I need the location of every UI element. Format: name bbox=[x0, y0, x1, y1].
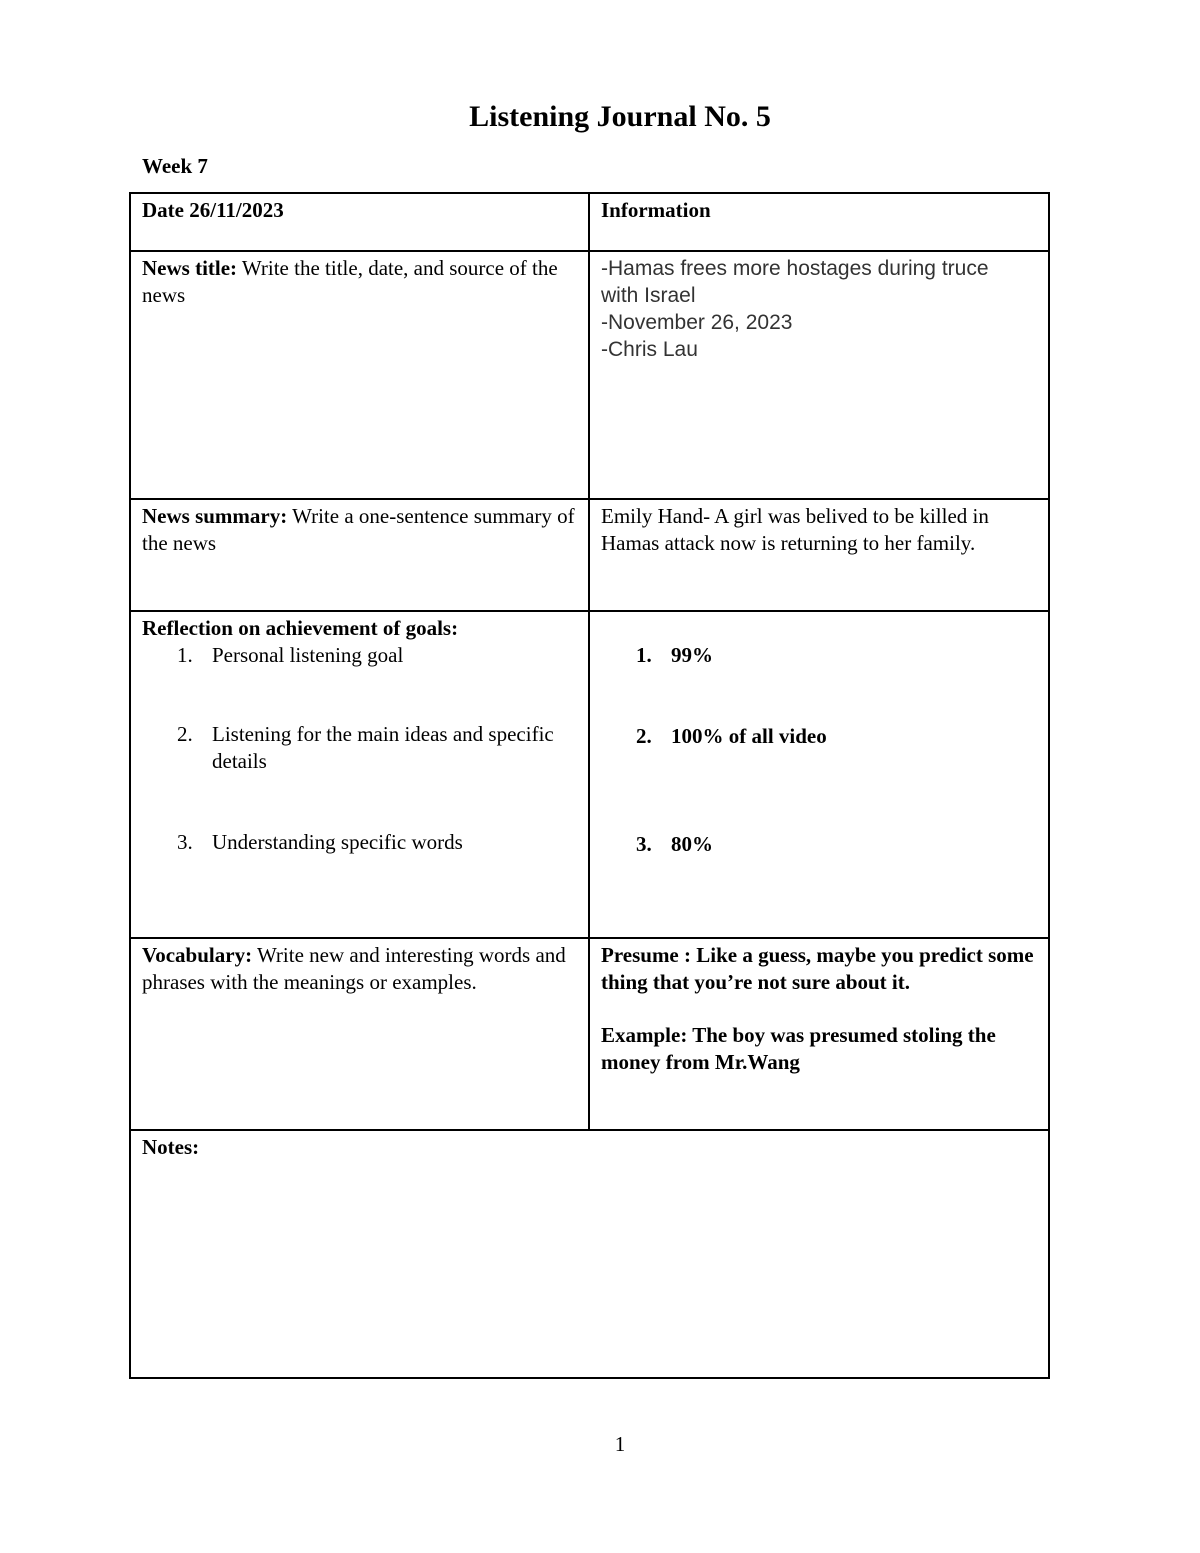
list-item bbox=[142, 642, 578, 669]
week-label: Week 7 bbox=[142, 154, 208, 178]
page-number: 1 bbox=[614, 1432, 626, 1456]
result-text: 80% bbox=[671, 832, 713, 856]
news-title-prompt-cell bbox=[130, 251, 589, 499]
vocabulary-prompt-cell bbox=[130, 938, 589, 1130]
news-title-answer-line: with Israel bbox=[601, 284, 696, 307]
goal-text: Understanding specific words bbox=[212, 830, 463, 854]
list-item bbox=[601, 642, 1038, 669]
goal-number: 2. bbox=[177, 722, 193, 746]
news-summary-prompt-cell bbox=[130, 499, 589, 611]
list-item bbox=[601, 723, 1038, 750]
result-text: 99% bbox=[671, 643, 713, 667]
table-row-reflection bbox=[130, 611, 1049, 938]
notes-cell bbox=[130, 1130, 1049, 1378]
news-title-answer-cell bbox=[589, 251, 1049, 499]
date-label: Date 26/11/2023 bbox=[142, 198, 284, 222]
news-title-label: News title: bbox=[142, 256, 238, 280]
goal-text: Listening for the main ideas and specific details bbox=[212, 722, 554, 773]
goal-number: 3. bbox=[177, 830, 193, 854]
news-title-instruction: Write the title, date, and source of the news bbox=[142, 256, 558, 307]
result-text: 100% of all video bbox=[671, 724, 827, 748]
table-row-news-title bbox=[130, 251, 1049, 499]
information-cell bbox=[589, 193, 1049, 251]
table-row-header bbox=[130, 193, 1049, 251]
vocabulary-label: Vocabulary: bbox=[142, 943, 253, 967]
table-row-notes bbox=[130, 1130, 1049, 1378]
table-row-vocabulary bbox=[130, 938, 1049, 1130]
news-summary-instruction: Write a one-sentence summary of the news bbox=[142, 504, 575, 555]
page-title: Listening Journal No. 5 bbox=[469, 100, 771, 133]
reflection-prompt-cell bbox=[130, 611, 589, 938]
result-list bbox=[601, 642, 1038, 858]
table-row-news-summary bbox=[130, 499, 1049, 611]
result-number: 3. bbox=[636, 832, 652, 856]
reflection-result-cell bbox=[589, 611, 1049, 938]
goal-list bbox=[142, 642, 578, 856]
vocabulary-answer-cell bbox=[589, 938, 1049, 1130]
vocabulary-instruction: Write new and interesting words and phrases with the meanings or examples. bbox=[142, 943, 566, 994]
news-date-answer-line: -November 26, 2023 bbox=[601, 311, 793, 334]
news-summary-label: News summary: bbox=[142, 504, 288, 528]
information-label: Information bbox=[601, 198, 711, 222]
result-number: 1. bbox=[636, 643, 652, 667]
notes-label: Notes: bbox=[142, 1135, 200, 1159]
journal-table bbox=[129, 192, 1050, 1379]
vocabulary-example: Example: The boy was presumed stoling the money from Mr.Wang bbox=[601, 1023, 996, 1074]
news-source-answer-line: -Chris Lau bbox=[601, 338, 698, 361]
list-item bbox=[142, 721, 578, 775]
list-item bbox=[142, 829, 578, 856]
goal-text: Personal listening goal bbox=[212, 643, 404, 667]
date-cell bbox=[130, 193, 589, 251]
news-title-answer-line: -Hamas frees more hostages during truce bbox=[601, 257, 989, 280]
vocabulary-definition: Presume : Like a guess, maybe you predict some thing that you’re not sure about it. bbox=[601, 943, 1034, 994]
news-summary-answer-cell: Emily Hand- A girl was belived to be killed in Hamas attack now is returning to her family. bbox=[589, 499, 1049, 611]
goal-number: 1. bbox=[177, 643, 193, 667]
result-number: 2. bbox=[636, 724, 652, 748]
reflection-label: Reflection on achievement of goals: bbox=[142, 616, 459, 640]
list-item bbox=[601, 831, 1038, 858]
